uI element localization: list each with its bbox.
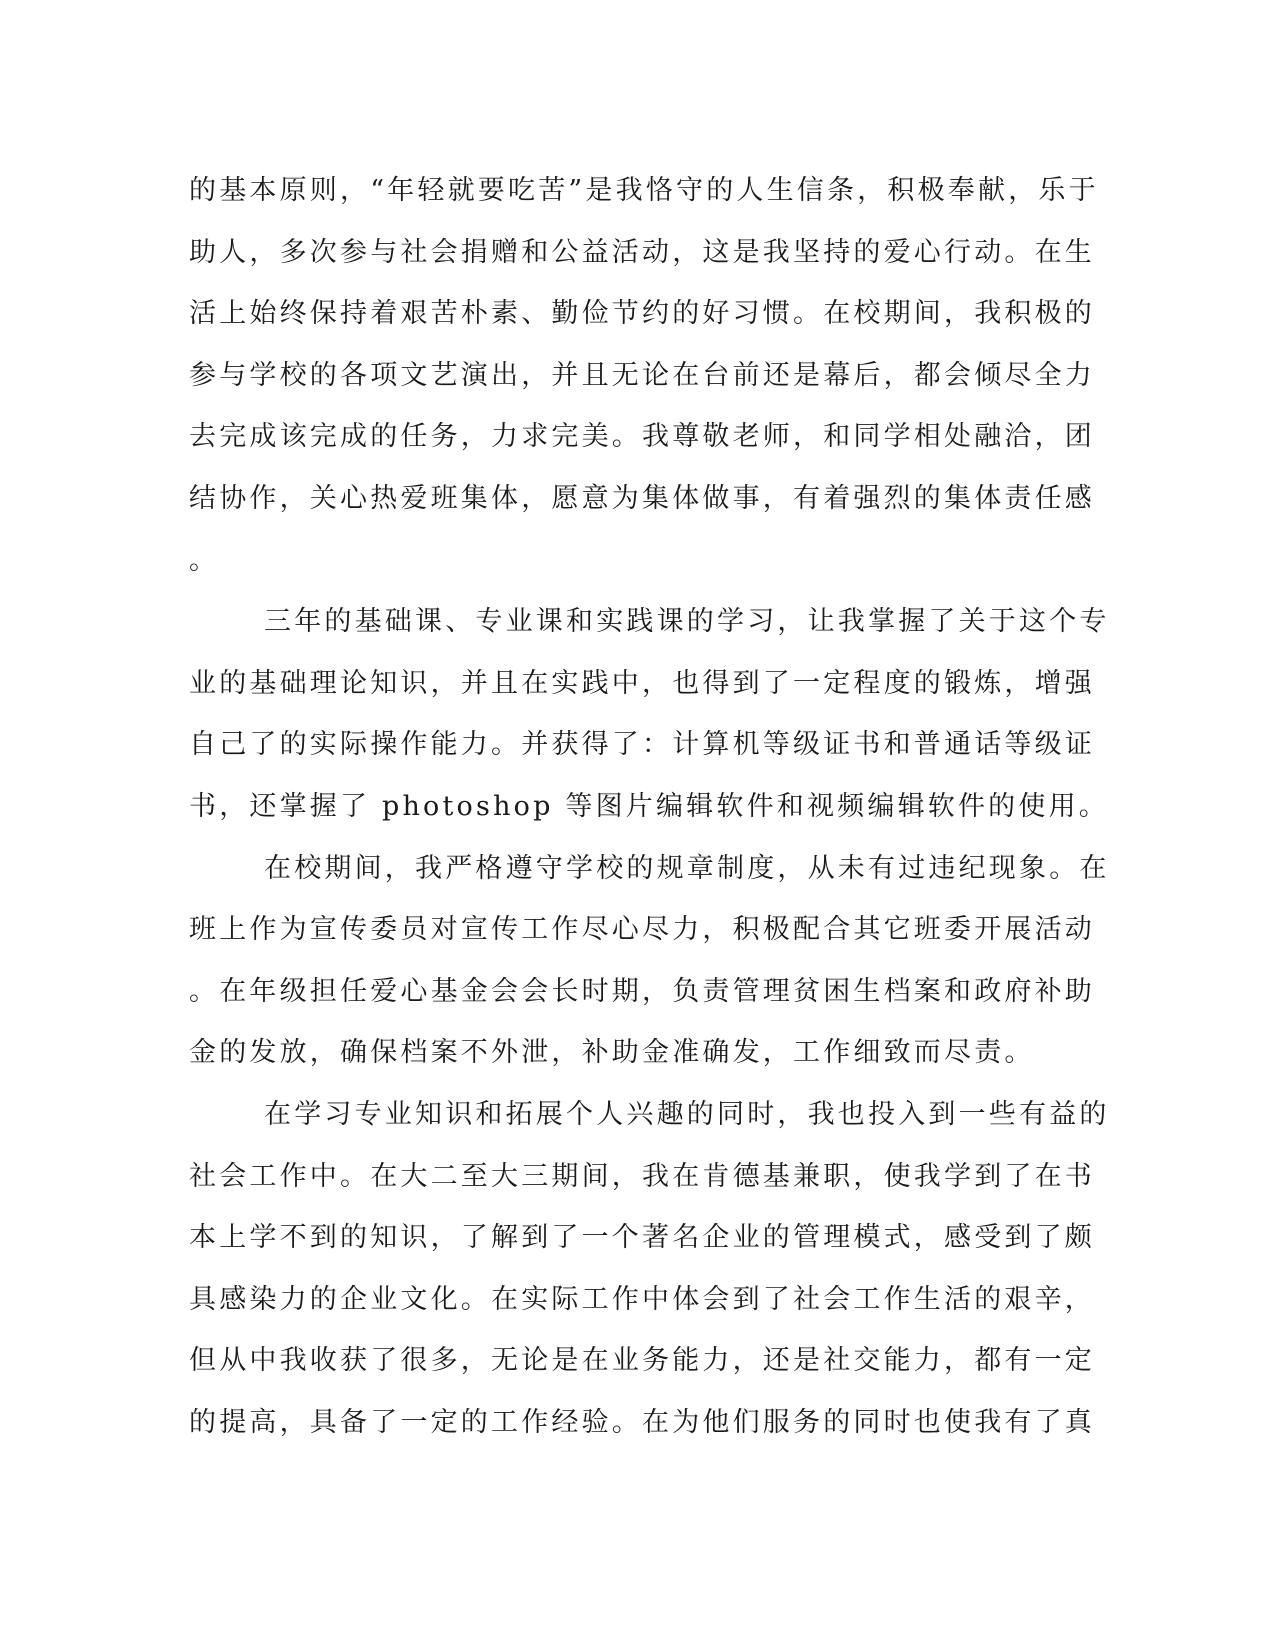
text-line: 具感染力的企业文化。在实际工作中体会到了社会工作生活的艰辛， xyxy=(189,1283,1095,1315)
text-line: 助人，多次参与社会捐赠和公益活动，这是我坚持的爱心行动。在生 xyxy=(189,236,1095,268)
text-line: 自己了的实际操作能力。并获得了：计算机等级证书和普通话等级证 xyxy=(189,729,1095,761)
text-line: 但从中我收获了很多，无论是在业务能力，还是社交能力，都有一定 xyxy=(189,1345,1095,1377)
text-line: 的提高，具备了一定的工作经验。在为他们服务的同时也使我有了真 xyxy=(189,1406,1095,1438)
text-line: 社会工作中。在大二至大三期间，我在肯德基兼职，使我学到了在书 xyxy=(189,1160,1095,1192)
paragraph-start-line: 在学习专业知识和拓展个人兴趣的同时，我也投入到一些有益的 xyxy=(264,1098,1110,1130)
paragraph-start-line: 在校期间，我严格遵守学校的规章制度，从未有过违纪现象。在 xyxy=(264,852,1110,884)
text-line: 业的基础理论知识，并且在实践中，也得到了一定程度的锻炼，增强 xyxy=(189,667,1095,699)
text-line: 活上始终保持着艰苦朴素、勤俭节约的好习惯。在校期间，我积极的 xyxy=(189,298,1095,330)
body-text xyxy=(189,160,1110,1453)
text-line: 参与学校的各项文艺演出，并且无论在台前还是幕后，都会倾尽全力 xyxy=(189,359,1095,391)
text-line: 班上作为宣传委员对宣传工作尽心尽力，积极配合其它班委开展活动 xyxy=(189,914,1095,946)
text-line: 去完成该完成的任务，力求完美。我尊敬老师，和同学相处融洽，团 xyxy=(189,421,1095,453)
text-line: 本上学不到的知识，了解到了一个著名企业的管理模式，感受到了颇 xyxy=(189,1222,1095,1254)
text-line: 结协作，关心热爱班集体，愿意为集体做事，有着强烈的集体责任感 xyxy=(189,482,1095,514)
text-line: 书，还掌握了 photoshop 等图片编辑软件和视频编辑软件的使用。 xyxy=(189,790,1109,822)
text-line: 的基本原则，“年轻就要吃苦”是我恪守的人生信条，积极奉献，乐于 xyxy=(189,175,1099,206)
text-line: 金的发放，确保档案不外泄，补助金准确发，工作细致而尽责。 xyxy=(189,1037,1035,1069)
paragraph-start-line: 三年的基础课、专业课和实践课的学习，让我掌握了关于这个专 xyxy=(264,606,1110,638)
text-line: 。 xyxy=(189,544,220,576)
text-line: 。在年级担任爱心基金会会长时期，负责管理贫困生档案和政府补助 xyxy=(189,975,1095,1007)
